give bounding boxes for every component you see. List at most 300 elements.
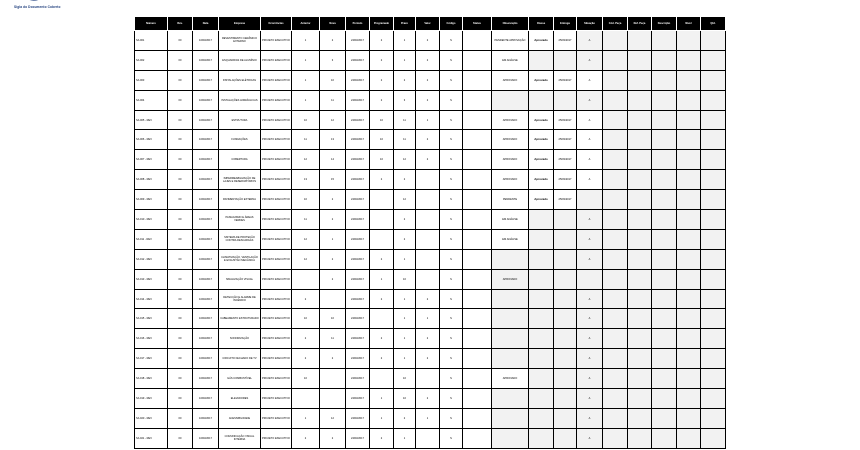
table-cell bbox=[701, 110, 726, 130]
table-cell: 1 bbox=[394, 428, 416, 448]
column-header: Programado bbox=[370, 17, 394, 31]
table-cell: 24/03/2017 bbox=[346, 289, 370, 309]
table-cell bbox=[677, 249, 701, 269]
table-cell: A bbox=[577, 50, 603, 70]
table-cell: 00 bbox=[168, 70, 193, 90]
table-cell: DETECÇÃO E ALARME DE INCÊNDIO bbox=[219, 289, 261, 309]
table-cell: 2 bbox=[370, 428, 394, 448]
table-cell: 10/03/2017 bbox=[193, 130, 219, 150]
table-cell bbox=[463, 110, 492, 130]
table-cell bbox=[628, 408, 652, 428]
table-cell: S bbox=[440, 329, 463, 349]
document-table bbox=[134, 16, 726, 449]
table-cell bbox=[603, 170, 628, 190]
table-cell bbox=[701, 249, 726, 269]
column-header: Entrega bbox=[554, 17, 577, 31]
table-cell: PROJETO EXECUTIVO bbox=[261, 50, 292, 70]
table-cell bbox=[628, 309, 652, 329]
table-cell bbox=[529, 269, 554, 289]
table-row bbox=[135, 70, 726, 90]
table-cell bbox=[463, 329, 492, 349]
table-cell bbox=[701, 289, 726, 309]
table-cell: S bbox=[440, 90, 463, 110]
table-cell bbox=[677, 130, 701, 150]
table-cell: PROJETO EXECUTIVO bbox=[261, 269, 292, 289]
table-cell bbox=[701, 90, 726, 110]
column-header: Empresa bbox=[219, 17, 261, 31]
table-cell bbox=[463, 249, 492, 269]
table-cell: 11 bbox=[320, 90, 346, 110]
table-cell: 2 bbox=[394, 229, 416, 249]
table-body bbox=[135, 31, 726, 449]
table-cell: PROJETO EXECUTIVO bbox=[261, 90, 292, 110]
table-cell bbox=[492, 389, 529, 409]
table-cell bbox=[463, 428, 492, 448]
table-row bbox=[135, 170, 726, 190]
table-cell: 00 bbox=[168, 389, 193, 409]
table-cell: IMPERMEABILIZAÇÃO DE LAJES E RESERVATÓRIOS bbox=[219, 170, 261, 190]
table-row bbox=[135, 269, 726, 289]
table-row bbox=[135, 428, 726, 448]
table-cell: A bbox=[577, 31, 603, 51]
table-cell: SA 001 bbox=[135, 31, 168, 51]
table-cell: SA 011 - REV bbox=[135, 229, 168, 249]
table-cell: S bbox=[440, 110, 463, 130]
table-cell: ACESSIBILIDADE bbox=[219, 408, 261, 428]
table-cell: PROJETO EXECUTIVO bbox=[261, 70, 292, 90]
table-row bbox=[135, 408, 726, 428]
table-cell: A bbox=[577, 369, 603, 389]
table-cell: 2 bbox=[416, 329, 440, 349]
table-cell: 2 bbox=[416, 31, 440, 51]
table-cell: 13 bbox=[320, 130, 346, 150]
table-cell bbox=[603, 150, 628, 170]
table-cell: ELEVADORES bbox=[219, 389, 261, 409]
column-header: Qtd. bbox=[701, 17, 726, 31]
table-cell: 10 bbox=[394, 269, 416, 289]
table-cell bbox=[701, 329, 726, 349]
table-cell bbox=[370, 369, 394, 389]
table-cell: ESQUADRIAS DE ALUMÍNIO bbox=[219, 50, 261, 70]
table-cell bbox=[677, 190, 701, 210]
table-cell: 25/03/2017 bbox=[554, 31, 577, 51]
table-cell: 2 bbox=[370, 70, 394, 90]
table-cell: 1 bbox=[416, 408, 440, 428]
table-cell bbox=[652, 428, 677, 448]
table-cell bbox=[652, 31, 677, 51]
table-cell bbox=[677, 269, 701, 289]
column-header: Prazo bbox=[394, 17, 416, 31]
table-cell bbox=[652, 249, 677, 269]
table-cell: PROJETO EXECUTIVO bbox=[261, 210, 292, 230]
table-cell: 1 bbox=[370, 389, 394, 409]
table-cell: 10/03/2017 bbox=[193, 50, 219, 70]
table-cell bbox=[320, 389, 346, 409]
table-cell: 10/03/2017 bbox=[193, 309, 219, 329]
table-cell bbox=[463, 408, 492, 428]
table-cell: 2 bbox=[370, 329, 394, 349]
table-cell bbox=[603, 269, 628, 289]
table-cell: A bbox=[577, 130, 603, 150]
column-header: Ocorrências bbox=[261, 17, 292, 31]
table-cell: 00 bbox=[168, 329, 193, 349]
table-cell: 10 bbox=[370, 130, 394, 150]
table-cell: SA 013 - REV bbox=[135, 269, 168, 289]
table-cell: 10/03/2017 bbox=[193, 349, 219, 369]
table-cell: 1 bbox=[416, 110, 440, 130]
table-cell bbox=[416, 229, 440, 249]
table-cell: 10/03/2017 bbox=[193, 329, 219, 349]
table-cell bbox=[652, 309, 677, 329]
table-cell: 24/03/2017 bbox=[346, 150, 370, 170]
table-cell: 13 bbox=[292, 170, 320, 190]
table-cell: S bbox=[440, 428, 463, 448]
table-cell: COMUNICAÇÃO VISUAL INTERNA bbox=[219, 428, 261, 448]
table-cell: 2 bbox=[370, 31, 394, 51]
table-cell bbox=[554, 269, 577, 289]
table-cell bbox=[652, 90, 677, 110]
table-cell: 10/03/2017 bbox=[193, 31, 219, 51]
table-cell: S bbox=[440, 50, 463, 70]
table-cell bbox=[677, 50, 701, 70]
table-cell: 1 bbox=[394, 249, 416, 269]
table-cell bbox=[677, 210, 701, 230]
table-cell: S bbox=[440, 150, 463, 170]
table-cell: A bbox=[577, 210, 603, 230]
table-cell bbox=[652, 50, 677, 70]
table-cell: 1 bbox=[370, 408, 394, 428]
table-cell bbox=[463, 269, 492, 289]
table-cell: SA 017 - REV bbox=[135, 349, 168, 369]
table-cell bbox=[603, 190, 628, 210]
table-cell bbox=[554, 229, 577, 249]
table-cell: 2 bbox=[370, 90, 394, 110]
table-row bbox=[135, 90, 726, 110]
table-cell bbox=[603, 408, 628, 428]
table-cell: 2 bbox=[416, 70, 440, 90]
table-cell: 1 bbox=[292, 31, 320, 51]
table-cell bbox=[652, 329, 677, 349]
table-cell: 10/03/2017 bbox=[193, 289, 219, 309]
table-cell: EM ANÁLISE bbox=[492, 229, 529, 249]
table-cell: Aprovado bbox=[529, 150, 554, 170]
table-cell bbox=[677, 329, 701, 349]
table-cell bbox=[603, 289, 628, 309]
table-cell bbox=[652, 70, 677, 90]
table-cell: SA 019 - REV bbox=[135, 389, 168, 409]
table-cell: PROJETO EXECUTIVO bbox=[261, 130, 292, 150]
table-cell: 11 bbox=[394, 130, 416, 150]
table-cell: 12 bbox=[292, 249, 320, 269]
table-cell: 00 bbox=[168, 249, 193, 269]
table-cell: PROJETO EXECUTIVO bbox=[261, 110, 292, 130]
column-header: Ref. Peça bbox=[628, 17, 652, 31]
table-cell bbox=[701, 408, 726, 428]
table-cell: 12 bbox=[292, 229, 320, 249]
table-cell: 10/03/2017 bbox=[193, 249, 219, 269]
table-cell: 10 bbox=[292, 369, 320, 389]
table-cell: Aprovado bbox=[529, 170, 554, 190]
table-cell bbox=[492, 289, 529, 309]
table-cell: PROJETO EXECUTIVO bbox=[261, 329, 292, 349]
table-cell: 2 bbox=[320, 190, 346, 210]
table-cell: 2 bbox=[416, 90, 440, 110]
column-header: Situação bbox=[577, 17, 603, 31]
table-cell bbox=[529, 389, 554, 409]
table-cell bbox=[603, 369, 628, 389]
table-cell: 10 bbox=[292, 110, 320, 130]
table-cell bbox=[463, 130, 492, 150]
table-cell bbox=[577, 269, 603, 289]
table-cell: 24/03/2017 bbox=[346, 389, 370, 409]
table-row bbox=[135, 369, 726, 389]
table-cell: SA 012 - REV bbox=[135, 249, 168, 269]
table-cell: A bbox=[577, 249, 603, 269]
table-cell bbox=[677, 369, 701, 389]
table-cell: S bbox=[440, 70, 463, 90]
table-cell bbox=[701, 229, 726, 249]
table-cell: 2 bbox=[320, 428, 346, 448]
table-cell bbox=[701, 369, 726, 389]
table-cell bbox=[628, 229, 652, 249]
table-cell bbox=[677, 110, 701, 130]
table-cell: A bbox=[577, 389, 603, 409]
table-cell bbox=[652, 150, 677, 170]
table-cell bbox=[652, 229, 677, 249]
table-cell: 10/03/2017 bbox=[193, 428, 219, 448]
table-cell: 10/03/2017 bbox=[193, 90, 219, 110]
table-cell: PENDENTE APROVAÇÃO bbox=[492, 31, 529, 51]
table-cell bbox=[292, 389, 320, 409]
table-cell: 2 bbox=[320, 249, 346, 269]
table-cell bbox=[529, 428, 554, 448]
table-cell bbox=[492, 90, 529, 110]
table-cell: S bbox=[440, 210, 463, 230]
table-cell: 10/03/2017 bbox=[193, 210, 219, 230]
table-cell: 2 bbox=[292, 289, 320, 309]
table-cell: 15 bbox=[320, 170, 346, 190]
table-cell: PROJETO EXECUTIVO bbox=[261, 170, 292, 190]
table-cell: 00 bbox=[168, 309, 193, 329]
table-cell: PROJETO EXECUTIVO bbox=[261, 309, 292, 329]
table-row bbox=[135, 31, 726, 51]
table-cell bbox=[529, 50, 554, 70]
table-cell: PROJETO EXECUTIVO bbox=[261, 289, 292, 309]
table-cell bbox=[416, 428, 440, 448]
table-cell: 25/03/2017 bbox=[554, 170, 577, 190]
table-cell: 10 bbox=[370, 150, 394, 170]
table-cell: 10/03/2017 bbox=[193, 170, 219, 190]
table-cell: 24/03/2017 bbox=[346, 90, 370, 110]
table-cell: 24/03/2017 bbox=[346, 269, 370, 289]
column-header: Cód. Peça bbox=[603, 17, 628, 31]
table-cell: 10 bbox=[394, 369, 416, 389]
table-cell: 24/03/2017 bbox=[346, 369, 370, 389]
table-cell: S bbox=[440, 31, 463, 51]
table-cell: INSTALAÇÕES ELÉTRICAS bbox=[219, 70, 261, 90]
company-logo bbox=[14, 0, 124, 14]
table-cell: 11 bbox=[320, 329, 346, 349]
table-cell: 24/03/2017 bbox=[346, 349, 370, 369]
table-cell: 12 bbox=[292, 150, 320, 170]
table-cell bbox=[492, 309, 529, 329]
table-cell: 2 bbox=[416, 349, 440, 369]
table-cell: S bbox=[440, 369, 463, 389]
table-cell: COBERTURA bbox=[219, 150, 261, 170]
table-cell: CABEAMENTO ESTRUTURADO bbox=[219, 309, 261, 329]
table-cell bbox=[603, 309, 628, 329]
table-cell: 2 bbox=[416, 150, 440, 170]
table-cell: APROVADO bbox=[492, 170, 529, 190]
table-cell: 00 bbox=[168, 50, 193, 70]
table-cell: APROVADO bbox=[492, 130, 529, 150]
column-header: Período bbox=[346, 17, 370, 31]
table-cell bbox=[652, 190, 677, 210]
table-cell bbox=[628, 150, 652, 170]
column-header: Valor bbox=[416, 17, 440, 31]
table-cell bbox=[416, 190, 440, 210]
table-cell bbox=[554, 329, 577, 349]
table-cell: Aprovado bbox=[529, 130, 554, 150]
table-cell: S bbox=[440, 408, 463, 428]
table-cell: S bbox=[440, 269, 463, 289]
table-cell: 24/03/2017 bbox=[346, 210, 370, 230]
table-cell bbox=[652, 369, 677, 389]
table-cell: A bbox=[577, 150, 603, 170]
table-cell bbox=[529, 289, 554, 309]
table-cell bbox=[554, 309, 577, 329]
table-cell bbox=[416, 269, 440, 289]
table-cell bbox=[603, 110, 628, 130]
table-cell: 10/03/2017 bbox=[193, 408, 219, 428]
table-cell: PAVIMENTAÇÃO EXTERNA bbox=[219, 190, 261, 210]
table-cell: Aprovado bbox=[529, 190, 554, 210]
table-cell bbox=[603, 349, 628, 369]
table-cell bbox=[463, 369, 492, 389]
table-cell: 24/03/2017 bbox=[346, 249, 370, 269]
table-cell: 2 bbox=[320, 269, 346, 289]
table-cell: 25/03/2017 bbox=[554, 190, 577, 210]
table-cell: 24/03/2017 bbox=[346, 170, 370, 190]
table-cell bbox=[701, 70, 726, 90]
table-cell: SA 020 - REV bbox=[135, 408, 168, 428]
table-cell bbox=[292, 269, 320, 289]
table-cell bbox=[370, 210, 394, 230]
table-cell: PAISAGISMO E ÁREAS VERDES bbox=[219, 210, 261, 230]
table-cell: SA 004 bbox=[135, 90, 168, 110]
table-cell: EM ANÁLISE bbox=[492, 210, 529, 230]
table-cell: PROJETO EXECUTIVO bbox=[261, 369, 292, 389]
table-cell: S bbox=[440, 349, 463, 369]
table-cell bbox=[320, 289, 346, 309]
table-cell: SA 006 - REV bbox=[135, 130, 168, 150]
table-cell bbox=[416, 249, 440, 269]
table-cell: ESTRUTURA bbox=[219, 110, 261, 130]
table-cell: 10/03/2017 bbox=[193, 389, 219, 409]
table-cell: 25/03/2017 bbox=[554, 150, 577, 170]
table-cell: CIRCUITO FECHADO DE TV bbox=[219, 349, 261, 369]
table-cell bbox=[603, 428, 628, 448]
table-cell bbox=[492, 408, 529, 428]
table-cell bbox=[529, 408, 554, 428]
table-cell: PROJETO EXECUTIVO bbox=[261, 150, 292, 170]
table-cell: A bbox=[577, 229, 603, 249]
table-cell bbox=[677, 70, 701, 90]
table-cell: SA 009 - REV bbox=[135, 190, 168, 210]
table-cell: 1 bbox=[394, 31, 416, 51]
table-cell: 00 bbox=[168, 150, 193, 170]
table-cell bbox=[554, 428, 577, 448]
table-cell bbox=[677, 408, 701, 428]
table-cell: 00 bbox=[168, 31, 193, 51]
table-cell: 00 bbox=[168, 269, 193, 289]
table-cell bbox=[677, 31, 701, 51]
table-cell bbox=[677, 389, 701, 409]
table-cell: 1 bbox=[292, 408, 320, 428]
table-cell bbox=[628, 269, 652, 289]
table-cell: FUNDAÇÕES bbox=[219, 130, 261, 150]
column-header: Classe bbox=[529, 17, 554, 31]
header-row bbox=[135, 17, 726, 31]
table-cell: 1 bbox=[370, 269, 394, 289]
table-cell: 10 bbox=[292, 190, 320, 210]
table-cell: 24/03/2017 bbox=[346, 428, 370, 448]
table-cell: A bbox=[577, 428, 603, 448]
column-header: Data bbox=[193, 17, 219, 31]
table-row bbox=[135, 309, 726, 329]
table-cell: S bbox=[440, 130, 463, 150]
table-cell: A bbox=[577, 289, 603, 309]
table-cell bbox=[628, 349, 652, 369]
table-cell: 2 bbox=[292, 349, 320, 369]
table-cell bbox=[492, 329, 529, 349]
table-cell: 00 bbox=[168, 408, 193, 428]
table-cell: EM ANÁLISE bbox=[492, 50, 529, 70]
table-cell bbox=[529, 309, 554, 329]
table-cell bbox=[463, 170, 492, 190]
table-cell bbox=[463, 349, 492, 369]
table-cell: 1 bbox=[416, 309, 440, 329]
table-cell: APROVADO bbox=[492, 150, 529, 170]
table-cell bbox=[701, 349, 726, 369]
logo-text: Sigla do Documento Coberto bbox=[14, 5, 61, 9]
table-cell bbox=[603, 329, 628, 349]
table-cell: 10 bbox=[320, 309, 346, 329]
table-cell: 1 bbox=[394, 309, 416, 329]
table-cell bbox=[603, 90, 628, 110]
table-cell: 2 bbox=[394, 408, 416, 428]
table-row bbox=[135, 110, 726, 130]
table-cell bbox=[529, 249, 554, 269]
table-cell: 10/03/2017 bbox=[193, 110, 219, 130]
table-cell: 11 bbox=[292, 130, 320, 150]
table-row bbox=[135, 190, 726, 210]
table-cell bbox=[652, 289, 677, 309]
table-cell: PROJETO EXECUTIVO bbox=[261, 408, 292, 428]
table-cell bbox=[416, 369, 440, 389]
table-cell bbox=[603, 389, 628, 409]
table-cell: 00 bbox=[168, 289, 193, 309]
table-cell: PROJETO EXECUTIVO bbox=[261, 229, 292, 249]
table-cell: 1 bbox=[292, 50, 320, 70]
table-cell bbox=[529, 90, 554, 110]
table-cell bbox=[677, 170, 701, 190]
table-cell bbox=[701, 130, 726, 150]
table-cell: SA 008 - REV bbox=[135, 170, 168, 190]
table-cell bbox=[554, 50, 577, 70]
table-cell bbox=[463, 309, 492, 329]
table-row bbox=[135, 150, 726, 170]
